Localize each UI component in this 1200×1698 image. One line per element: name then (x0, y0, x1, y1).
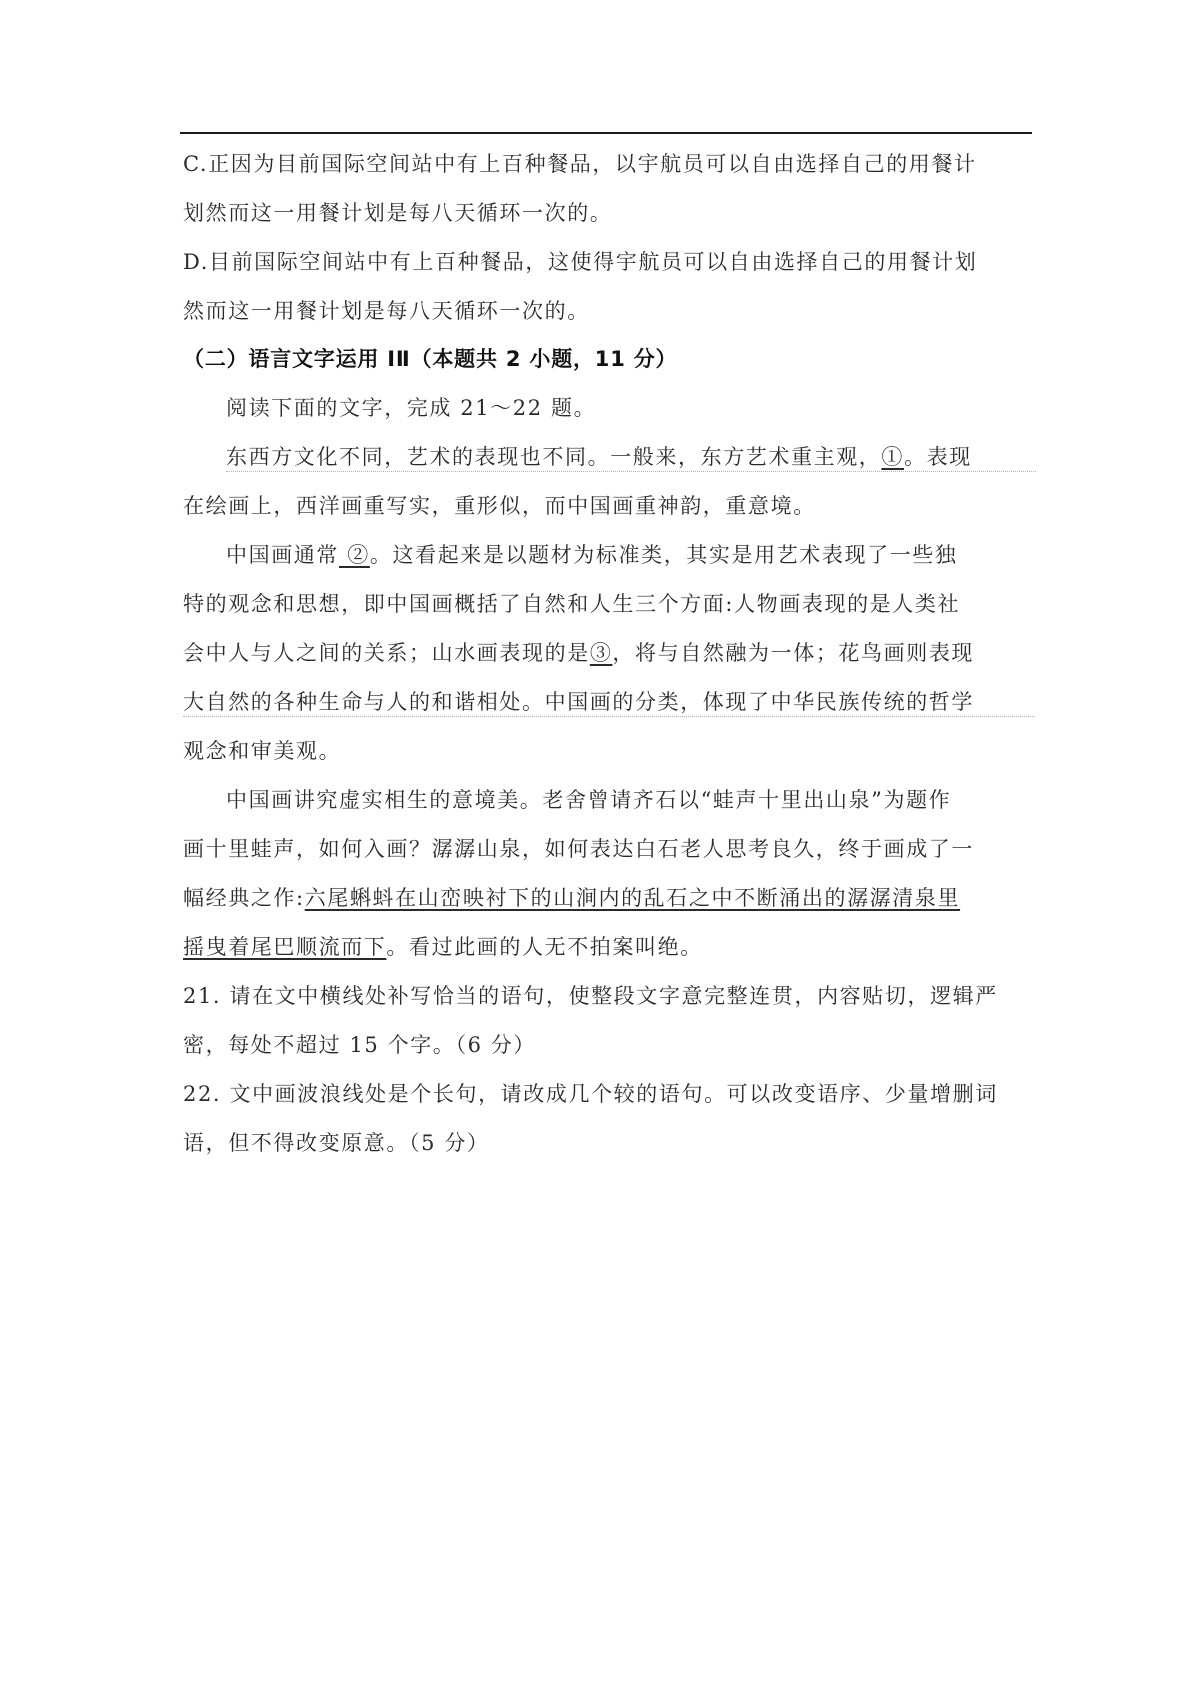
question-21-line-2: 密，每处不超过 15 个字。（6 分） (183, 1033, 537, 1057)
para2-text-b: 。这看起来是以题材为标准类，其实是用艺术表现了一些独 (369, 543, 958, 567)
option-c-line-1: C.正因为目前国际空间站中有上百种餐品，以宇航员可以自由选择自己的用餐计 (183, 152, 977, 176)
blank-1: ① (881, 445, 905, 469)
blank-3: ③ (589, 641, 613, 665)
para1-text-a: 东西方文化不同，艺术的表现也不同。一般来，东方艺术重主观， (226, 445, 882, 469)
header-rule (180, 132, 1032, 134)
para2-text-c: 会中人与人之间的关系；山水画表现的是 (183, 641, 590, 665)
para3-line-4 (183, 933, 1035, 961)
option-d-line-1: D.目前国际空间站中有上百种餐品，这使得宇航员可以自由选择自己的用餐计划 (183, 250, 978, 274)
para2-text-a: 中国画通常 (226, 543, 339, 567)
para2-line-1 (226, 541, 1036, 569)
section-heading: （二）语言文字运用 IⅡ（本题共 2 小题，11 分） (183, 347, 678, 371)
question-22-line-1: 22. 文中画波浪线处是个长句，请改成几个较的语句。可以改变语序、少量增删词 (183, 1082, 998, 1106)
para2-line-2: 特的观念和思想，即中国画概括了自然和人生三个方面:人物画表现的是人类社 (183, 592, 961, 616)
question-22-line-2: 语，但不得改变原意。（5 分） (183, 1131, 490, 1155)
para3-line-2: 画十里蛙声，如何入画？潺潺山泉，如何表达白石老人思考良久，终于画成了一 (183, 837, 974, 861)
para1-text-b: 。表现 (904, 445, 972, 469)
para2-line-5: 观念和审美观。 (183, 739, 342, 763)
para3-text-b: 。看过此画的人无不拍案叫绝。 (386, 935, 703, 959)
para3-text-a: 幅经典之作: (183, 886, 305, 910)
option-d-line-2: 然而这一用餐计划是每八天循环一次的。 (183, 299, 590, 323)
para1-line-2: 在绘画上，西洋画重写实，重形似，而中国画重神韵，重意境。 (183, 494, 816, 518)
blank-2: ② (339, 543, 370, 567)
para2-text-d: ，将与自然融为一体；花鸟画则表现 (612, 641, 975, 665)
wavy-long-sentence-part-1: 六尾蝌蚪在山峦映衬下的山涧内的乱石之中不断涌出的潺潺清泉里 (304, 886, 961, 910)
para2-line-3 (183, 639, 1035, 667)
para1-line-1 (226, 443, 1036, 472)
para2-line-4: 大自然的各种生命与人的和谐相处。中国画的分类，体现了中华民族传统的哲学 (183, 688, 1035, 717)
para3-line-1: 中国画讲究虚实相生的意境美。老舍曾请齐石以“蛙声十里出山泉”为题作 (226, 788, 952, 812)
para3-line-3 (183, 884, 1035, 912)
question-21-line-1: 21. 请在文中横线处补写恰当的语句，使整段文字意完整连贯，内容贴切，逻辑严 (183, 984, 998, 1008)
wavy-long-sentence-part-2: 摇曳着尾巴顺流而下 (183, 935, 387, 959)
instruction: 阅读下面的文字，完成 21～22 题。 (226, 396, 597, 420)
option-c-line-2: 划然而这一用餐计划是每八天循环一次的。 (183, 201, 613, 225)
